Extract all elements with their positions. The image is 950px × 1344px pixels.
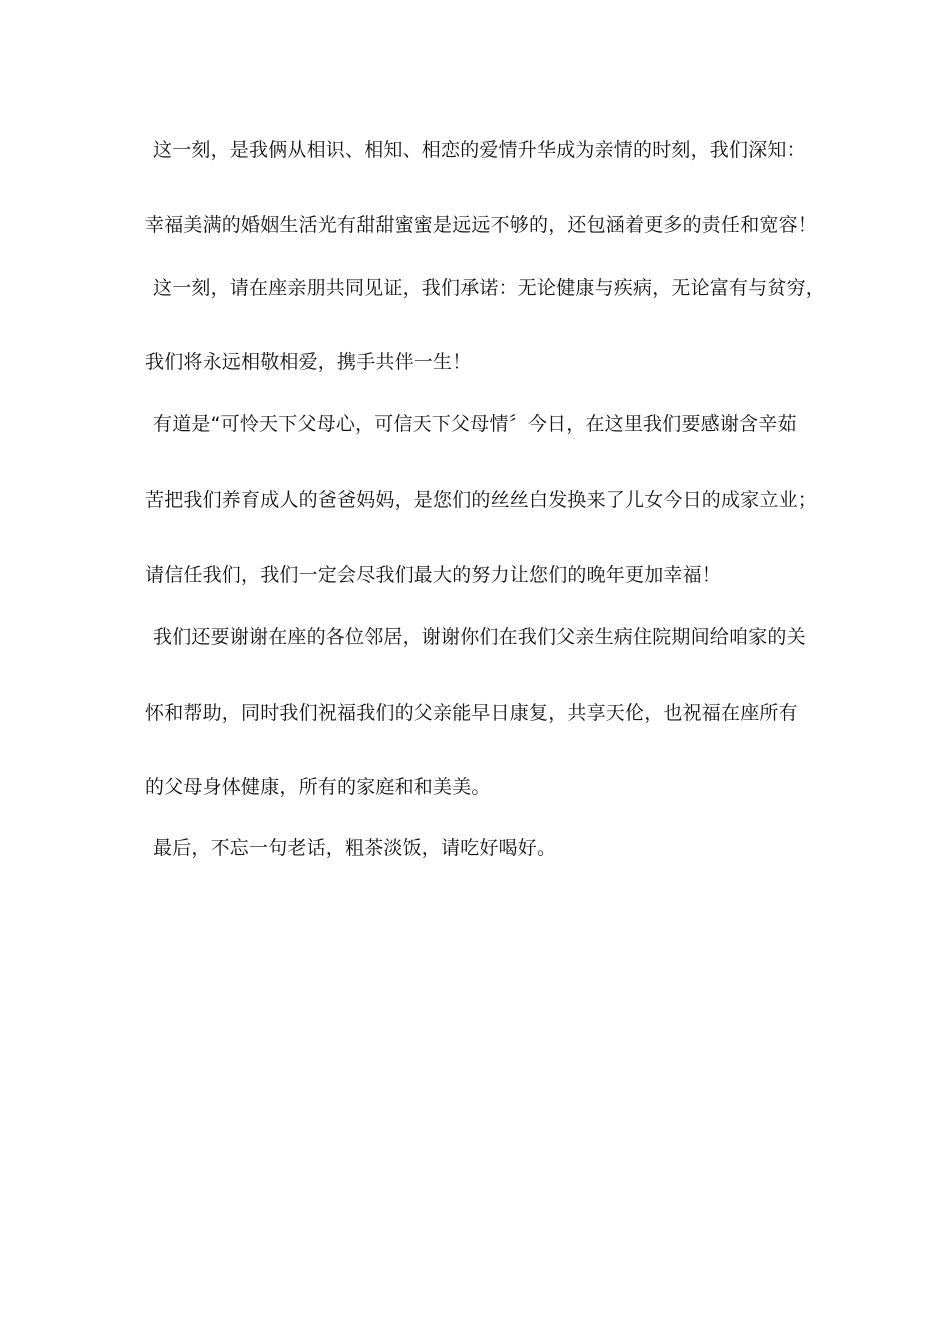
paragraph-5-line-1: 最后，不忘一句老话，粗茶淡饭，请吃好喝好。 [153,837,557,859]
paragraph-4-line-2: 怀和帮助，同时我们祝福我们的父亲能早日康复，共享天伦，也祝福在座所有 [145,702,798,724]
paragraph-1-line-1: 这一刻，是我俩从相识、相知、相恋的爱情升华成为亲情的时刻，我们深知： [153,139,806,161]
paragraph-3-line-1: 有道是“可怜天下父母心，可信天下父母情〞今日，在这里我们要感谢含辛茹 [153,413,797,435]
paragraph-4-line-3: 的父母身体健康，所有的家庭和和美美。 [145,776,491,798]
paragraph-2-line-1: 这一刻，请在座亲朋共同见证，我们承诺：无论健康与疾病，无论富有与贫穷， [153,277,826,299]
paragraph-2-line-2: 我们将永远相敬相爱，携手共伴一生！ [145,351,472,373]
paragraph-3-line-3: 请信任我们，我们一定会尽我们最大的努力让您们的晚年更加幸福！ [145,564,722,586]
paragraph-4-line-1: 我们还要谢谢在座的各位邻居，谢谢你们在我们父亲生病住院期间给咱家的关 [153,626,806,648]
paragraph-3-line-2: 苦把我们养育成人的爸爸妈妈，是您们的丝丝白发换来了儿女今日的成家立业； [145,489,818,511]
paragraph-1-line-2: 幸福美满的婚姻生活光有甜甜蜜蜜是远远不够的，还包涵着更多的责任和宽容！ [145,214,818,236]
